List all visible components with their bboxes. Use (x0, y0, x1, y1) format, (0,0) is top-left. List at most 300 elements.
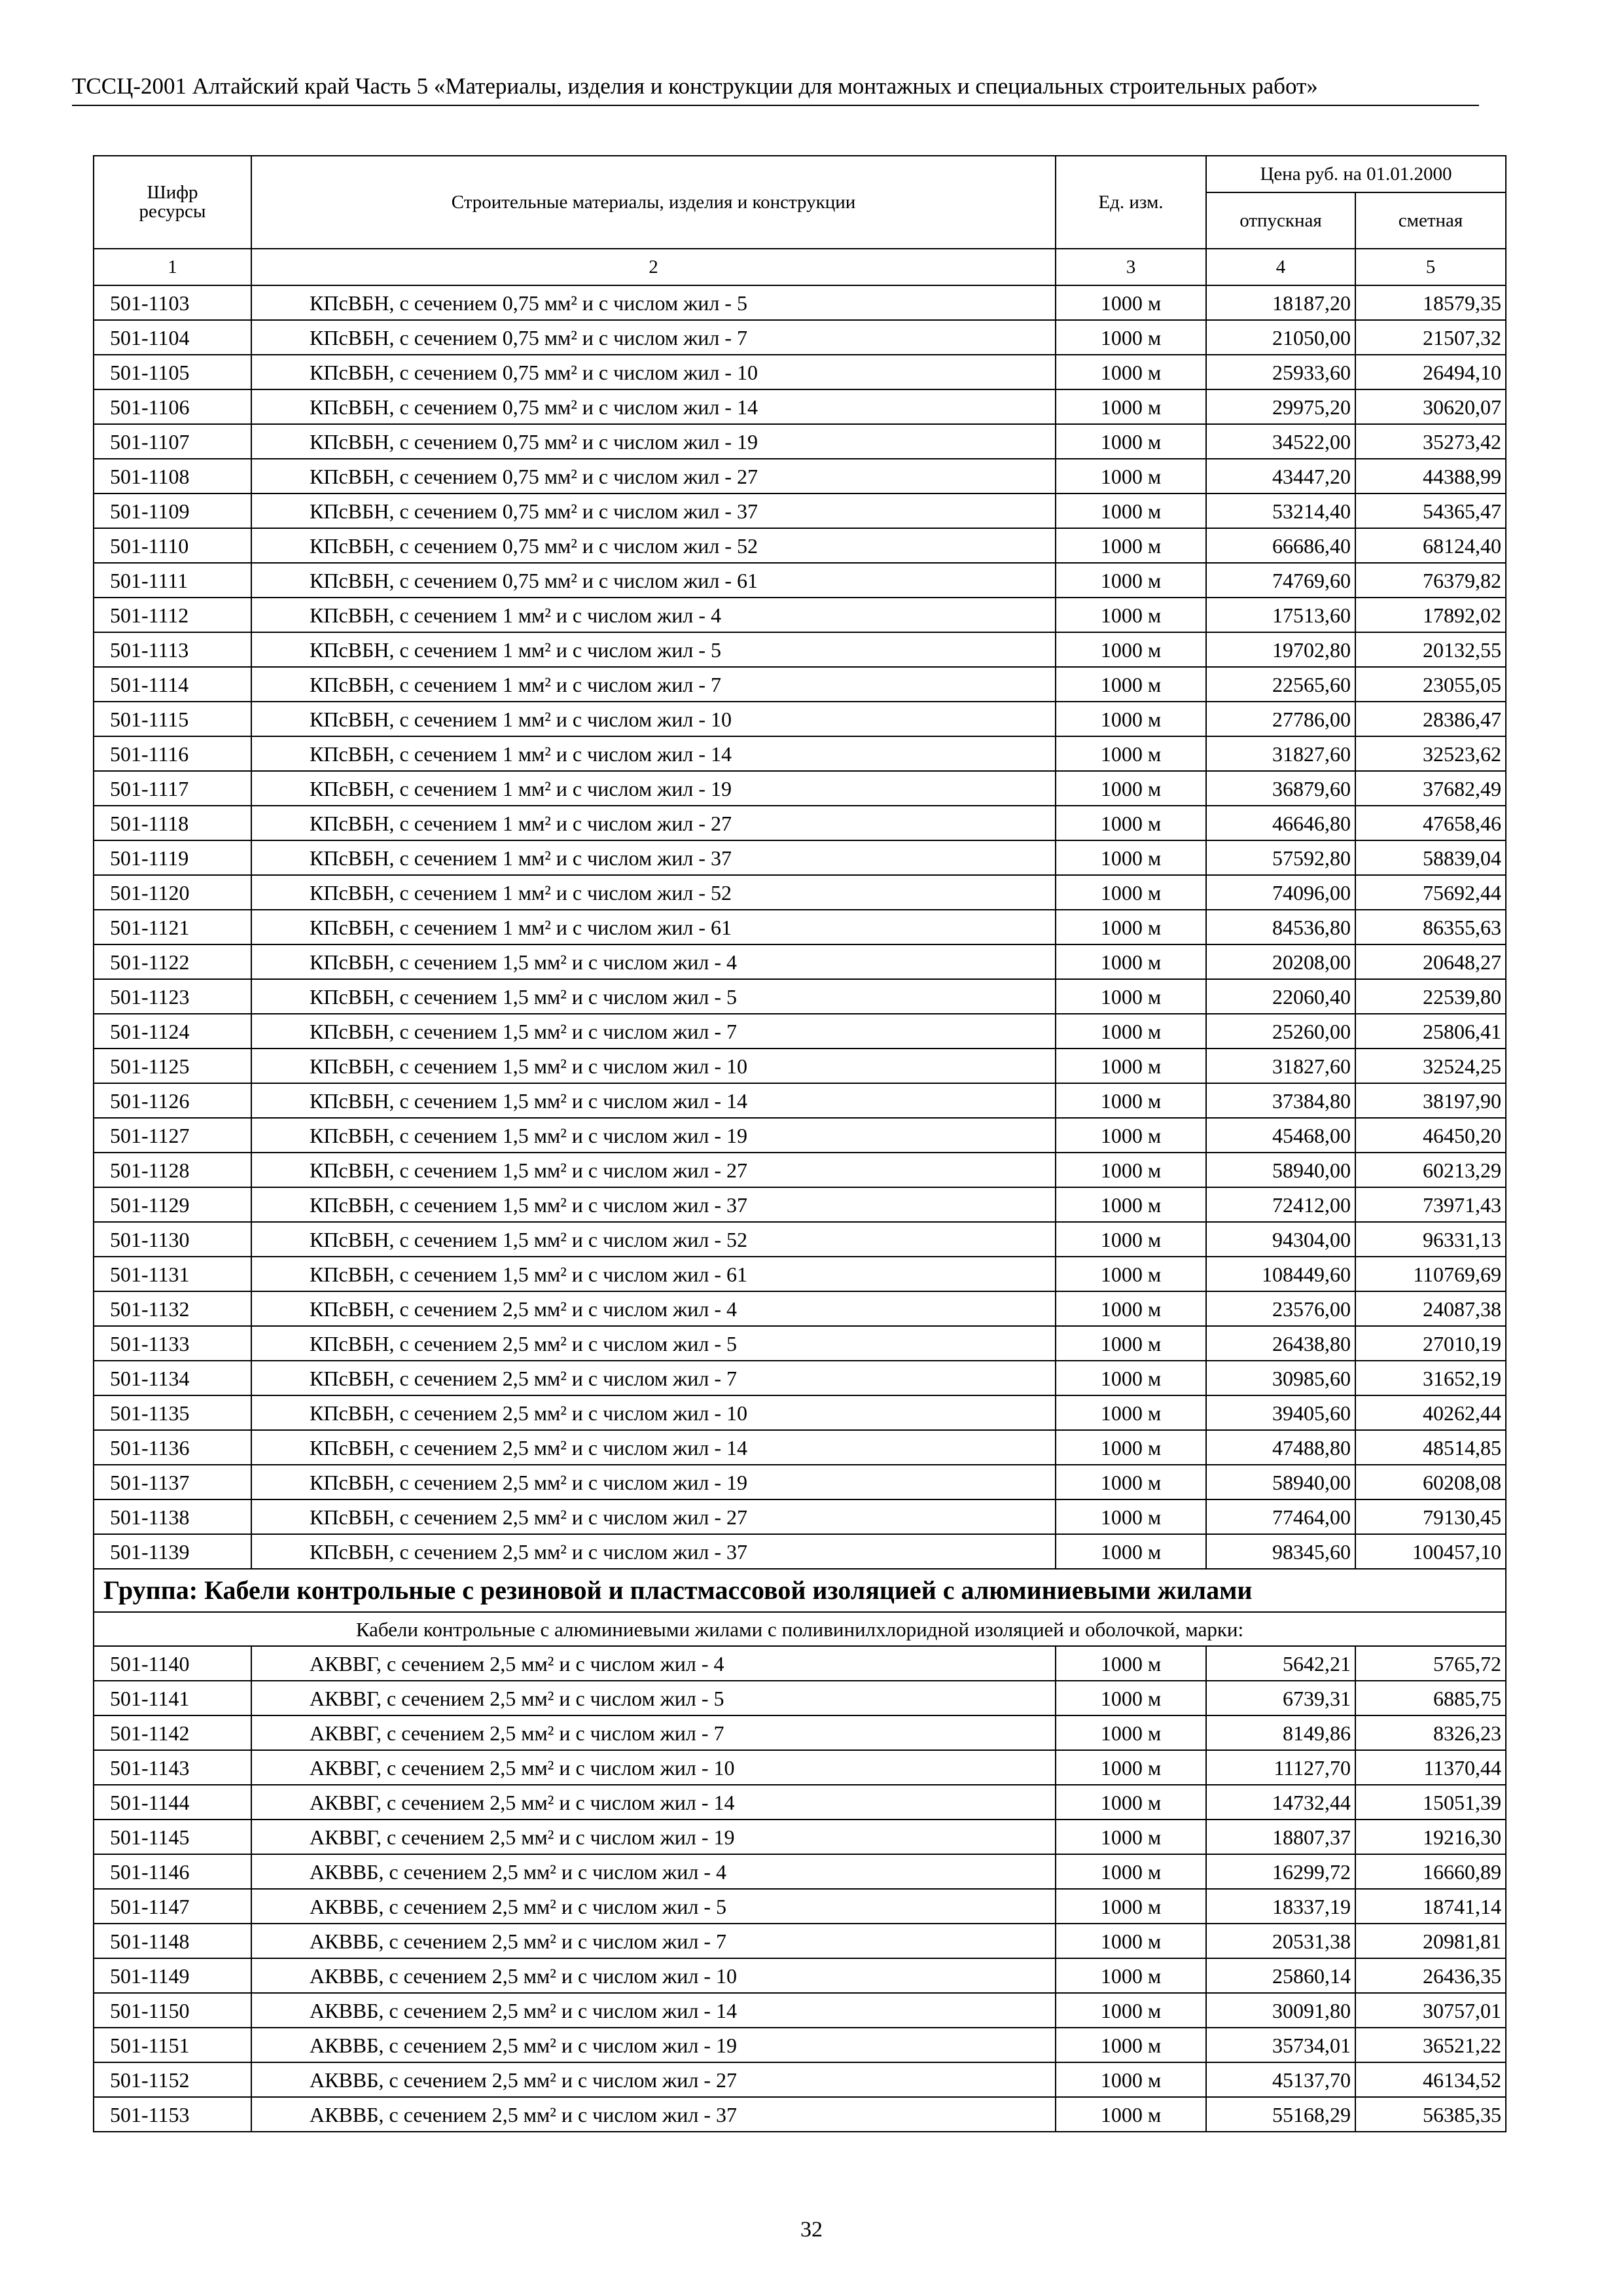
unit: 1000 м (1056, 667, 1206, 702)
table-row (94, 1534, 1506, 1569)
price-estimate: 110769,69 (1355, 1257, 1506, 1291)
unit: 1000 м (1056, 285, 1206, 320)
table-row (94, 1958, 1506, 1993)
price-estimate: 75692,44 (1355, 875, 1506, 910)
price-estimate: 76379,82 (1355, 563, 1506, 598)
unit: 1000 м (1056, 1361, 1206, 1395)
unit: 1000 м (1056, 1924, 1206, 1958)
resource-code: 501-1104 (94, 320, 251, 355)
resource-code: 501-1128 (94, 1153, 251, 1187)
material-name: КПсВБН, с сечением 1 мм² и с числом жил - 7 (251, 667, 1056, 702)
resource-code: 501-1140 (94, 1646, 251, 1681)
price-estimate: 56385,35 (1355, 2097, 1506, 2132)
price-estimate: 60213,29 (1355, 1153, 1506, 1187)
price-release: 39405,60 (1206, 1395, 1355, 1430)
table-row (94, 1854, 1506, 1889)
price-estimate: 60208,08 (1355, 1465, 1506, 1499)
price-release: 25260,00 (1206, 1014, 1355, 1049)
material-name: КПсВБН, с сечением 0,75 мм² и с числом жил - 7 (251, 320, 1056, 355)
unit: 1000 м (1056, 320, 1206, 355)
material-name: КПсВБН, с сечением 1 мм² и с числом жил - 19 (251, 771, 1056, 806)
unit: 1000 м (1056, 2062, 1206, 2097)
table-row (94, 459, 1506, 493)
resource-code: 501-1130 (94, 1222, 251, 1257)
price-estimate: 38197,90 (1355, 1083, 1506, 1118)
table-row (94, 736, 1506, 771)
table-row (94, 2062, 1506, 2097)
price-release: 18807,37 (1206, 1820, 1355, 1854)
resource-code: 501-1151 (94, 2028, 251, 2062)
price-release: 53214,40 (1206, 493, 1355, 528)
unit: 1000 м (1056, 1715, 1206, 1750)
resource-code: 501-1118 (94, 806, 251, 840)
unit: 1000 м (1056, 979, 1206, 1014)
unit: 1000 м (1056, 528, 1206, 563)
header-price-group: Цена руб. на 01.01.2000 (1206, 156, 1506, 192)
unit: 1000 м (1056, 2028, 1206, 2062)
resource-code: 501-1111 (94, 563, 251, 598)
material-name: КПсВБН, с сечением 1,5 мм² и с числом жил - 14 (251, 1083, 1056, 1118)
group-title: Группа: Кабели контрольные с резиновой и пластмассовой изоляцией с алюминиевыми жилами (94, 1569, 1506, 1612)
table-row (94, 667, 1506, 702)
unit: 1000 м (1056, 1820, 1206, 1854)
resource-code: 501-1117 (94, 771, 251, 806)
material-name: АКВВБ, с сечением 2,5 мм² и с числом жил - 27 (251, 2062, 1056, 2097)
resource-code: 501-1106 (94, 389, 251, 424)
unit: 1000 м (1056, 598, 1206, 632)
price-estimate: 18741,14 (1355, 1889, 1506, 1924)
price-release: 8149,86 (1206, 1715, 1355, 1750)
price-estimate: 40262,44 (1355, 1395, 1506, 1430)
unit: 1000 м (1056, 806, 1206, 840)
unit: 1000 м (1056, 2097, 1206, 2132)
resource-code: 501-1114 (94, 667, 251, 702)
unit: 1000 м (1056, 771, 1206, 806)
price-release: 37384,80 (1206, 1083, 1355, 1118)
price-release: 43447,20 (1206, 459, 1355, 493)
unit: 1000 м (1056, 493, 1206, 528)
price-estimate: 22539,80 (1355, 979, 1506, 1014)
table-body-part1 (94, 285, 1506, 1569)
unit: 1000 м (1056, 355, 1206, 389)
material-name: КПсВБН, с сечением 0,75 мм² и с числом жил - 5 (251, 285, 1056, 320)
table-row (94, 1153, 1506, 1187)
unit: 1000 м (1056, 1326, 1206, 1361)
price-estimate: 20648,27 (1355, 944, 1506, 979)
resource-code: 501-1153 (94, 2097, 251, 2132)
price-estimate: 36521,22 (1355, 2028, 1506, 2062)
column-number: 3 (1056, 249, 1206, 285)
unit: 1000 м (1056, 840, 1206, 875)
column-number: 5 (1355, 249, 1506, 285)
material-name: АКВВБ, с сечением 2,5 мм² и с числом жил - 14 (251, 1993, 1056, 2028)
price-estimate: 31652,19 (1355, 1361, 1506, 1395)
price-estimate: 5765,72 (1355, 1646, 1506, 1681)
resource-code: 501-1135 (94, 1395, 251, 1430)
price-release: 6739,31 (1206, 1681, 1355, 1715)
table-row (94, 875, 1506, 910)
material-name: КПсВБН, с сечением 2,5 мм² и с числом жил - 27 (251, 1499, 1056, 1534)
material-name: КПсВБН, с сечением 1,5 мм² и с числом жил - 19 (251, 1118, 1056, 1153)
unit: 1000 м (1056, 1889, 1206, 1924)
price-estimate: 15051,39 (1355, 1785, 1506, 1820)
material-name: КПсВБН, с сечением 1,5 мм² и с числом жил - 61 (251, 1257, 1056, 1291)
material-name: КПсВБН, с сечением 1 мм² и с числом жил - 61 (251, 910, 1056, 944)
table-row (94, 355, 1506, 389)
price-release: 25933,60 (1206, 355, 1355, 389)
price-release: 11127,70 (1206, 1750, 1355, 1785)
resource-code: 501-1132 (94, 1291, 251, 1326)
price-estimate: 58839,04 (1355, 840, 1506, 875)
unit: 1000 м (1056, 1499, 1206, 1534)
table-row (94, 771, 1506, 806)
price-release: 31827,60 (1206, 1049, 1355, 1083)
price-estimate: 35273,42 (1355, 424, 1506, 459)
price-release: 74769,60 (1206, 563, 1355, 598)
material-name: КПсВБН, с сечением 1,5 мм² и с числом жил - 37 (251, 1187, 1056, 1222)
price-release: 94304,00 (1206, 1222, 1355, 1257)
header-name: Строительные материалы, изделия и конструкции (251, 156, 1056, 249)
unit: 1000 м (1056, 1993, 1206, 2028)
price-release: 23576,00 (1206, 1291, 1355, 1326)
price-release: 74096,00 (1206, 875, 1355, 910)
material-name: АКВВГ, с сечением 2,5 мм² и с числом жил - 7 (251, 1715, 1056, 1750)
material-name: АКВВБ, с сечением 2,5 мм² и с числом жил - 7 (251, 1924, 1056, 1958)
resource-code: 501-1105 (94, 355, 251, 389)
table-row (94, 1646, 1506, 1681)
material-name: КПсВБН, с сечением 2,5 мм² и с числом жил - 37 (251, 1534, 1056, 1569)
price-estimate: 24087,38 (1355, 1291, 1506, 1326)
table-row (94, 1361, 1506, 1395)
price-release: 21050,00 (1206, 320, 1355, 355)
column-number: 4 (1206, 249, 1355, 285)
material-name: КПсВБН, с сечением 1 мм² и с числом жил - 4 (251, 598, 1056, 632)
price-release: 98345,60 (1206, 1534, 1355, 1569)
table-row (94, 598, 1506, 632)
material-name: АКВВГ, с сечением 2,5 мм² и с числом жил - 5 (251, 1681, 1056, 1715)
price-release: 17513,60 (1206, 598, 1355, 632)
material-name: КПсВБН, с сечением 1,5 мм² и с числом жил - 10 (251, 1049, 1056, 1083)
resource-code: 501-1146 (94, 1854, 251, 1889)
resource-code: 501-1113 (94, 632, 251, 667)
table-row (94, 1993, 1506, 2028)
table-row (94, 1681, 1506, 1715)
price-release: 58940,00 (1206, 1465, 1355, 1499)
material-name: КПсВБН, с сечением 2,5 мм² и с числом жил - 7 (251, 1361, 1056, 1395)
price-release: 18187,20 (1206, 285, 1355, 320)
table-row (94, 493, 1506, 528)
resource-code: 501-1137 (94, 1465, 251, 1499)
unit: 1000 м (1056, 424, 1206, 459)
table-row (94, 528, 1506, 563)
unit: 1000 м (1056, 1187, 1206, 1222)
price-estimate: 79130,45 (1355, 1499, 1506, 1534)
table-row (94, 1014, 1506, 1049)
price-estimate: 47658,46 (1355, 806, 1506, 840)
column-number: 2 (251, 249, 1056, 285)
resource-code: 501-1143 (94, 1750, 251, 1785)
unit: 1000 м (1056, 1153, 1206, 1187)
unit: 1000 м (1056, 702, 1206, 736)
price-estimate: 25806,41 (1355, 1014, 1506, 1049)
unit: 1000 м (1056, 944, 1206, 979)
table-row (94, 424, 1506, 459)
table-row (94, 1326, 1506, 1361)
material-name: КПсВБН, с сечением 0,75 мм² и с числом жил - 61 (251, 563, 1056, 598)
price-release: 45468,00 (1206, 1118, 1355, 1153)
table-row (94, 1499, 1506, 1534)
table-row (94, 1049, 1506, 1083)
price-release: 22565,60 (1206, 667, 1355, 702)
resource-code: 501-1138 (94, 1499, 251, 1534)
unit: 1000 м (1056, 563, 1206, 598)
unit: 1000 м (1056, 1854, 1206, 1889)
price-estimate: 11370,44 (1355, 1750, 1506, 1785)
unit: 1000 м (1056, 1681, 1206, 1715)
price-release: 26438,80 (1206, 1326, 1355, 1361)
table-row (94, 1395, 1506, 1430)
price-estimate: 46134,52 (1355, 2062, 1506, 2097)
price-estimate: 30620,07 (1355, 389, 1506, 424)
price-release: 20208,00 (1206, 944, 1355, 979)
unit: 1000 м (1056, 1785, 1206, 1820)
price-release: 29975,20 (1206, 389, 1355, 424)
resource-code: 501-1110 (94, 528, 251, 563)
price-release: 45137,70 (1206, 2062, 1355, 2097)
price-release: 55168,29 (1206, 2097, 1355, 2132)
resource-code: 501-1141 (94, 1681, 251, 1715)
resource-code: 501-1133 (94, 1326, 251, 1361)
price-release: 31827,60 (1206, 736, 1355, 771)
price-release: 5642,21 (1206, 1646, 1355, 1681)
resource-code: 501-1121 (94, 910, 251, 944)
price-release: 46646,80 (1206, 806, 1355, 840)
material-name: КПсВБН, с сечением 0,75 мм² и с числом жил - 37 (251, 493, 1056, 528)
subgroup-row (94, 1612, 1506, 1646)
unit: 1000 м (1056, 1118, 1206, 1153)
price-release: 84536,80 (1206, 910, 1355, 944)
resource-code: 501-1115 (94, 702, 251, 736)
table-row (94, 979, 1506, 1014)
price-release: 20531,38 (1206, 1924, 1355, 1958)
resource-code: 501-1127 (94, 1118, 251, 1153)
resource-code: 501-1125 (94, 1049, 251, 1083)
price-release: 18337,19 (1206, 1889, 1355, 1924)
resource-code: 501-1150 (94, 1993, 251, 2028)
price-release: 27786,00 (1206, 702, 1355, 736)
table-row (94, 910, 1506, 944)
resource-code: 501-1144 (94, 1785, 251, 1820)
material-name: КПсВБН, с сечением 2,5 мм² и с числом жил - 5 (251, 1326, 1056, 1361)
price-estimate: 17892,02 (1355, 598, 1506, 632)
price-estimate: 18579,35 (1355, 285, 1506, 320)
material-name: КПсВБН, с сечением 1,5 мм² и с числом жил - 52 (251, 1222, 1056, 1257)
column-number: 1 (94, 249, 251, 285)
table-row (94, 1257, 1506, 1291)
table-row (94, 1291, 1506, 1326)
table-row (94, 1820, 1506, 1854)
resource-code: 501-1136 (94, 1430, 251, 1465)
material-name: КПсВБН, с сечением 2,5 мм² и с числом жил - 19 (251, 1465, 1056, 1499)
price-estimate: 21507,32 (1355, 320, 1506, 355)
price-estimate: 46450,20 (1355, 1118, 1506, 1153)
price-release: 57592,80 (1206, 840, 1355, 875)
unit: 1000 м (1056, 736, 1206, 771)
price-release: 30091,80 (1206, 1993, 1355, 2028)
price-release: 19702,80 (1206, 632, 1355, 667)
table-row (94, 1750, 1506, 1785)
table-row (94, 285, 1506, 320)
material-name: КПсВБН, с сечением 2,5 мм² и с числом жил - 14 (251, 1430, 1056, 1465)
table-row (94, 632, 1506, 667)
unit: 1000 м (1056, 389, 1206, 424)
price-release: 16299,72 (1206, 1854, 1355, 1889)
resource-code: 501-1120 (94, 875, 251, 910)
unit: 1000 м (1056, 1958, 1206, 1993)
unit: 1000 м (1056, 1750, 1206, 1785)
material-name: АКВВГ, с сечением 2,5 мм² и с числом жил - 10 (251, 1750, 1056, 1785)
resource-code: 501-1109 (94, 493, 251, 528)
price-release: 36879,60 (1206, 771, 1355, 806)
price-release: 25860,14 (1206, 1958, 1355, 1993)
price-estimate: 20132,55 (1355, 632, 1506, 667)
header-code: Шифр ресурсы (94, 156, 251, 249)
table-row (94, 806, 1506, 840)
table-row (94, 2097, 1506, 2132)
unit: 1000 м (1056, 1222, 1206, 1257)
unit: 1000 м (1056, 1014, 1206, 1049)
table-row (94, 1889, 1506, 1924)
table-row (94, 1924, 1506, 1958)
price-table (93, 155, 1507, 2132)
material-name: АКВВГ, с сечением 2,5 мм² и с числом жил - 19 (251, 1820, 1056, 1854)
resource-code: 501-1122 (94, 944, 251, 979)
price-release: 35734,01 (1206, 2028, 1355, 2062)
price-estimate: 27010,19 (1355, 1326, 1506, 1361)
resource-code: 501-1112 (94, 598, 251, 632)
resource-code: 501-1149 (94, 1958, 251, 1993)
unit: 1000 м (1056, 1534, 1206, 1569)
table-row (94, 2028, 1506, 2062)
material-name: КПсВБН, с сечением 0,75 мм² и с числом жил - 10 (251, 355, 1056, 389)
table-row (94, 1083, 1506, 1118)
price-estimate: 16660,89 (1355, 1854, 1506, 1889)
price-estimate: 37682,49 (1355, 771, 1506, 806)
material-name: АКВВГ, с сечением 2,5 мм² и с числом жил - 4 (251, 1646, 1056, 1681)
material-name: КПсВБН, с сечением 0,75 мм² и с числом жил - 52 (251, 528, 1056, 563)
unit: 1000 м (1056, 1430, 1206, 1465)
resource-code: 501-1116 (94, 736, 251, 771)
resource-code: 501-1152 (94, 2062, 251, 2097)
resource-code: 501-1124 (94, 1014, 251, 1049)
price-release: 22060,40 (1206, 979, 1355, 1014)
price-release: 72412,00 (1206, 1187, 1355, 1222)
resource-code: 501-1131 (94, 1257, 251, 1291)
material-name: КПсВБН, с сечением 1 мм² и с числом жил - 5 (251, 632, 1056, 667)
resource-code: 501-1145 (94, 1820, 251, 1854)
table-row (94, 389, 1506, 424)
unit: 1000 м (1056, 1465, 1206, 1499)
unit: 1000 м (1056, 1257, 1206, 1291)
unit: 1000 м (1056, 875, 1206, 910)
group-row (94, 1569, 1506, 1612)
material-name: КПсВБН, с сечением 1,5 мм² и с числом жил - 27 (251, 1153, 1056, 1187)
price-estimate: 73971,43 (1355, 1187, 1506, 1222)
material-name: КПсВБН, с сечением 1 мм² и с числом жил - 52 (251, 875, 1056, 910)
table-row (94, 1785, 1506, 1820)
table-row (94, 1222, 1506, 1257)
material-name: КПсВБН, с сечением 1 мм² и с числом жил - 14 (251, 736, 1056, 771)
unit: 1000 м (1056, 910, 1206, 944)
table-row (94, 840, 1506, 875)
price-estimate: 26494,10 (1355, 355, 1506, 389)
resource-code: 501-1107 (94, 424, 251, 459)
resource-code: 501-1134 (94, 1361, 251, 1395)
price-release: 30985,60 (1206, 1361, 1355, 1395)
unit: 1000 м (1056, 1646, 1206, 1681)
table-row (94, 320, 1506, 355)
subgroup-title: Кабели контрольные с алюминиевыми жилами с поливинилхлоридной изоляцией и оболочкой, марки: (94, 1612, 1506, 1646)
page-number: 32 (800, 2217, 823, 2242)
material-name: АКВВБ, с сечением 2,5 мм² и с числом жил - 4 (251, 1854, 1056, 1889)
price-estimate: 96331,13 (1355, 1222, 1506, 1257)
price-estimate: 32524,25 (1355, 1049, 1506, 1083)
table-row (94, 1465, 1506, 1499)
material-name: АКВВГ, с сечением 2,5 мм² и с числом жил - 14 (251, 1785, 1056, 1820)
price-release: 14732,44 (1206, 1785, 1355, 1820)
resource-code: 501-1142 (94, 1715, 251, 1750)
unit: 1000 м (1056, 1049, 1206, 1083)
resource-code: 501-1129 (94, 1187, 251, 1222)
price-estimate: 28386,47 (1355, 702, 1506, 736)
price-estimate: 8326,23 (1355, 1715, 1506, 1750)
table-body-part2 (94, 1646, 1506, 2132)
resource-code: 501-1147 (94, 1889, 251, 1924)
price-release: 34522,00 (1206, 424, 1355, 459)
header-price-estimate: сметная (1355, 192, 1506, 249)
material-name: АКВВБ, с сечением 2,5 мм² и с числом жил - 19 (251, 2028, 1056, 2062)
price-estimate: 32523,62 (1355, 736, 1506, 771)
table-row (94, 1430, 1506, 1465)
price-release: 108449,60 (1206, 1257, 1355, 1291)
table-row (94, 944, 1506, 979)
unit: 1000 м (1056, 632, 1206, 667)
price-estimate: 20981,81 (1355, 1924, 1506, 1958)
resource-code: 501-1119 (94, 840, 251, 875)
price-release: 58940,00 (1206, 1153, 1355, 1187)
material-name: АКВВБ, с сечением 2,5 мм² и с числом жил - 5 (251, 1889, 1056, 1924)
resource-code: 501-1139 (94, 1534, 251, 1569)
material-name: КПсВБН, с сечением 0,75 мм² и с числом жил - 14 (251, 389, 1056, 424)
unit: 1000 м (1056, 1291, 1206, 1326)
table-row (94, 1187, 1506, 1222)
unit: 1000 м (1056, 459, 1206, 493)
price-estimate: 6885,75 (1355, 1681, 1506, 1715)
price-estimate: 26436,35 (1355, 1958, 1506, 1993)
resource-code: 501-1103 (94, 285, 251, 320)
header-rule (72, 105, 1479, 106)
header-price-release: отпускная (1206, 192, 1355, 249)
price-estimate: 68124,40 (1355, 528, 1506, 563)
price-estimate: 100457,10 (1355, 1534, 1506, 1569)
price-release: 77464,00 (1206, 1499, 1355, 1534)
material-name: КПсВБН, с сечением 1,5 мм² и с числом жил - 7 (251, 1014, 1056, 1049)
material-name: АКВВБ, с сечением 2,5 мм² и с числом жил - 37 (251, 2097, 1056, 2132)
table-row (94, 1715, 1506, 1750)
material-name: КПсВБН, с сечением 1 мм² и с числом жил - 37 (251, 840, 1056, 875)
unit: 1000 м (1056, 1083, 1206, 1118)
material-name: КПсВБН, с сечением 2,5 мм² и с числом жил - 10 (251, 1395, 1056, 1430)
